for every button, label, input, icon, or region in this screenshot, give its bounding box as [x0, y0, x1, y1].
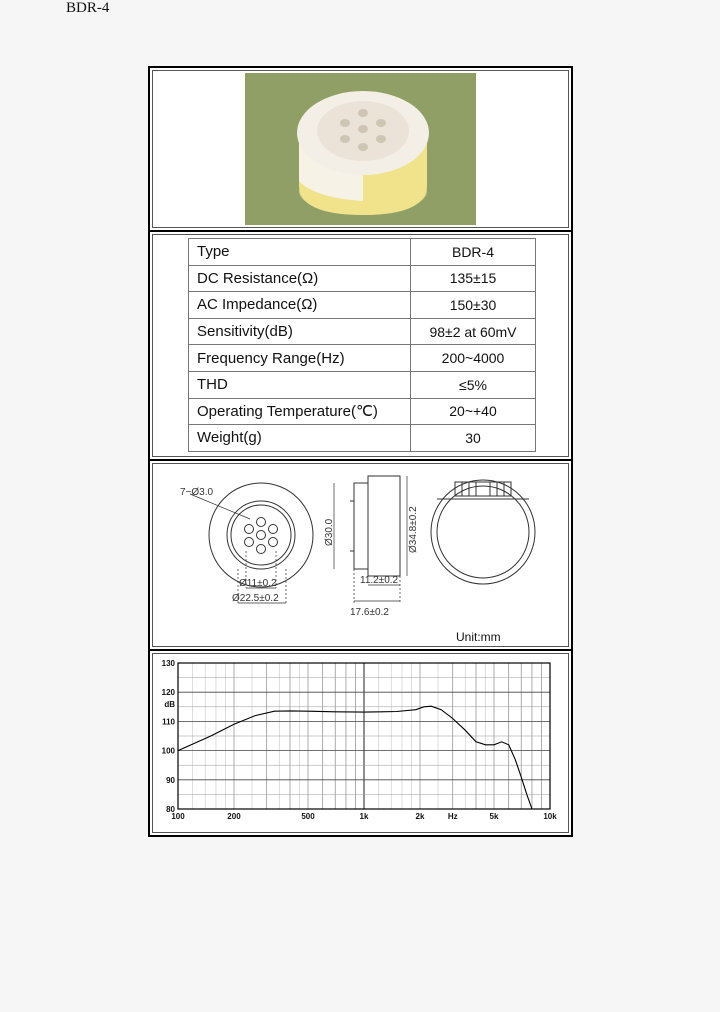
x-tick-label: 200: [227, 812, 241, 821]
page-title: BDR-4: [66, 0, 110, 16]
dimension-drawing: [150, 461, 571, 649]
holes-dim-label: 7−Ø3.0: [180, 487, 214, 498]
response-curve-panel: [150, 651, 571, 835]
table-row: [189, 239, 536, 266]
spec-value: 98±2 at 60mV: [411, 318, 536, 345]
spec-panel: [150, 232, 571, 461]
table-row: [189, 425, 536, 452]
inner-dia-label: Ø11±0.2: [239, 578, 277, 589]
spec-value: 20~+40: [411, 398, 536, 425]
mid-dia-label: Ø22.5±0.2: [232, 593, 279, 604]
spec-value: 150±30: [411, 292, 536, 319]
spec-value: 135±15: [411, 265, 536, 292]
unit-label: Unit:mm: [456, 630, 501, 644]
y-tick-label: 80: [166, 805, 175, 814]
x-tick-label: 500: [301, 812, 315, 821]
spec-label: Sensitivity(dB): [189, 318, 411, 345]
dimension-drawing-panel: [150, 461, 571, 651]
y-tick-label: dB: [164, 699, 175, 709]
datasheet-frame: [148, 66, 573, 837]
product-photo: [245, 73, 476, 225]
table-row: [189, 371, 536, 398]
spec-label: AC Impedance(Ω): [189, 292, 411, 319]
spec-label: Operating Temperature(℃): [189, 398, 411, 425]
x-tick-label: 1k: [359, 812, 369, 821]
table-row: [189, 345, 536, 372]
x-tick-label: 100: [171, 812, 185, 821]
x-tick-label: Hz: [447, 812, 458, 821]
x-tick-label: 10k: [543, 812, 557, 821]
outer-dia-label: Ø34.8±0.2: [408, 506, 419, 553]
spec-label: Frequency Range(Hz): [189, 345, 411, 372]
y-tick-label: 90: [166, 775, 175, 785]
spec-label: Type: [189, 239, 411, 266]
body-dia-label: Ø30.0: [324, 518, 335, 546]
x-tick-label: 5k: [489, 812, 499, 821]
y-tick-label: 110: [162, 717, 175, 727]
spec-value: 30: [411, 425, 536, 452]
depth2-label: 17.6±0.2: [350, 607, 389, 618]
table-row: [189, 318, 536, 345]
spec-label: THD: [189, 371, 411, 398]
spec-value: ≤5%: [411, 371, 536, 398]
table-row: [189, 398, 536, 425]
spec-value: BDR-4: [411, 239, 536, 266]
spec-label: DC Resistance(Ω): [189, 265, 411, 292]
table-row: [189, 292, 536, 319]
y-tick-label: 100: [161, 746, 175, 756]
y-tick-label: 120: [161, 688, 175, 698]
depth1-label: 11.2±0.2: [360, 575, 399, 586]
spec-table: [188, 238, 536, 452]
photo-panel: [150, 68, 571, 232]
frequency-response-chart: [150, 651, 571, 835]
x-tick-label: 2k: [415, 812, 425, 821]
spec-value: 200~4000: [411, 345, 536, 372]
table-row: [189, 265, 536, 292]
y-tick-label: 130: [161, 659, 175, 668]
spec-label: Weight(g): [189, 425, 411, 452]
